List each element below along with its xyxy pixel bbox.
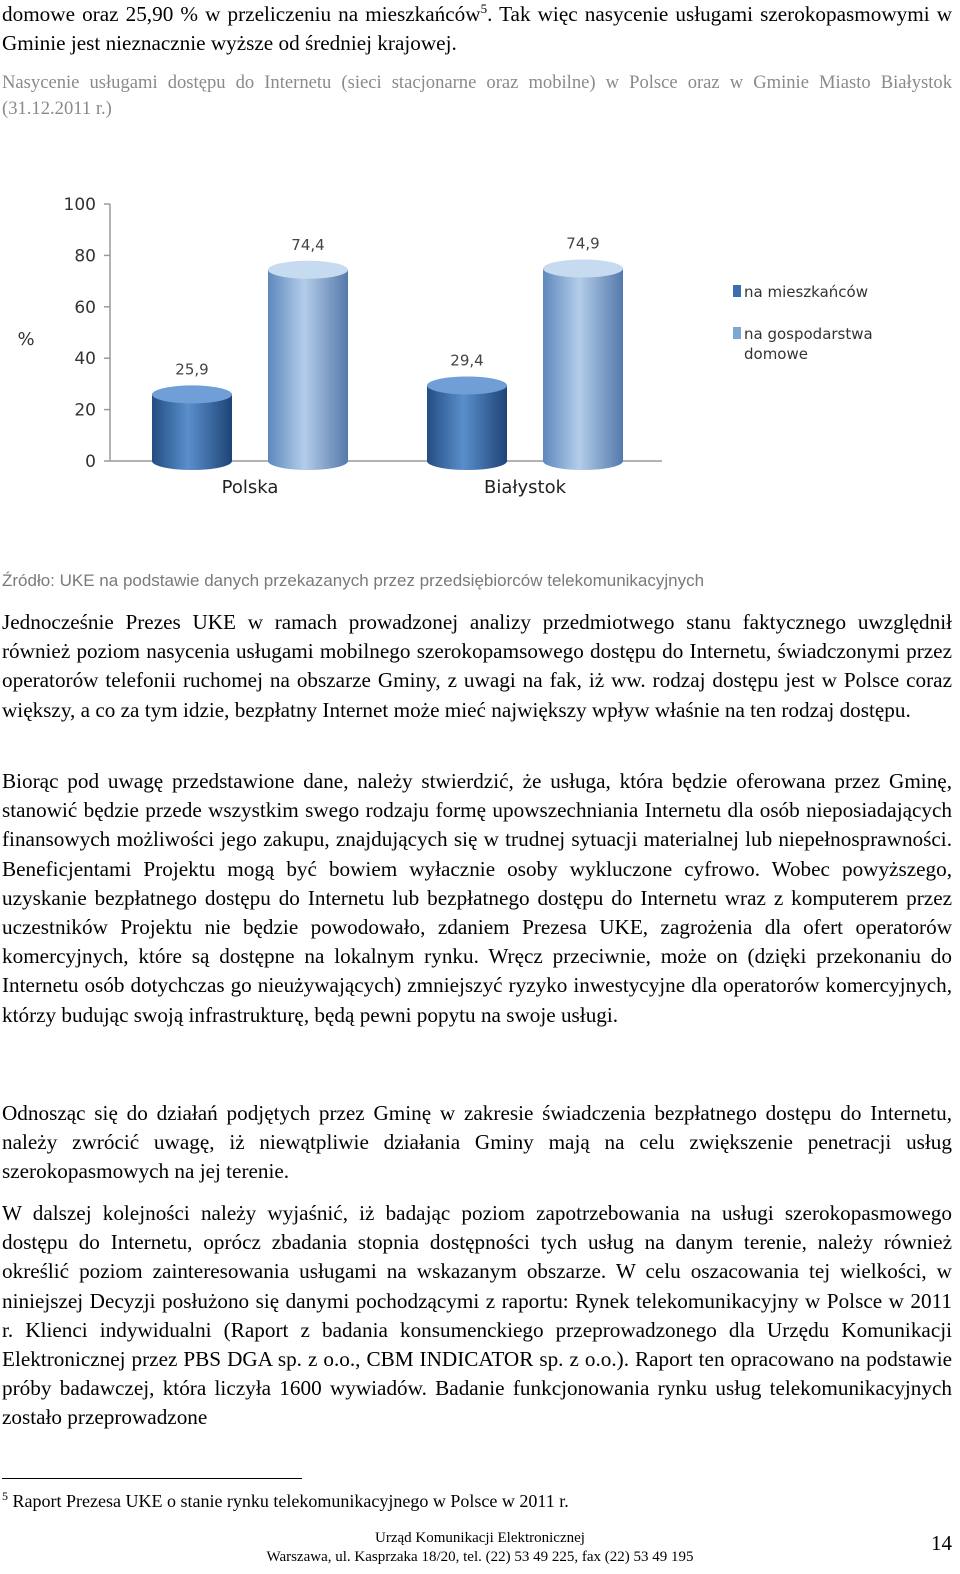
footnote-marker: 5 bbox=[2, 1489, 8, 1503]
category-label: Polska bbox=[221, 477, 279, 498]
legend-swatch bbox=[733, 285, 741, 297]
legend-label: domowe bbox=[744, 345, 808, 363]
bar-base bbox=[152, 452, 232, 470]
bar-białystok-gospodarstwa bbox=[543, 260, 623, 470]
data-label: 74,4 bbox=[291, 235, 325, 254]
bar-białystok-mieszkancow bbox=[427, 376, 507, 470]
footnote bbox=[2, 1491, 569, 1512]
data-label: 25,9 bbox=[175, 360, 209, 379]
footer-address: Warszawa, ul. Kasprzaka 18/20, tel. (22) 53 49 225, fax (22) 53 49 195 bbox=[266, 1549, 694, 1565]
y-tick-label: 20 bbox=[74, 400, 96, 421]
data-label: 29,4 bbox=[450, 351, 484, 370]
paragraph-4: Odnosząc się do działań podjętych przez Gminę w zakresie świadczenia bezpłatnego dostępu do Internetu, należy zwrócić uwagę, iż niewątpliwie działania Gminy mają na celu zwiększenie penetracji usług szerokopasmowych na jej terenie. bbox=[2, 1101, 952, 1184]
y-tick-label: 80 bbox=[74, 246, 96, 267]
bar-base bbox=[268, 452, 348, 470]
bar-body bbox=[427, 385, 507, 461]
figure-caption: Nasycenie usługami dostępu do Internetu (sieci stacjonarne oraz mobilne) w Polsce oraz w Gminie Miasto Białystok (31.12.2011 r.) bbox=[2, 72, 952, 119]
paragraph-5: W dalszej kolejności należy wyjaśnić, iż badając poziom zapotrzebowania na usługi szerokopasmowego dostępu do Internetu, oprócz zbadania stopnia dostępności tych usług na danym terenie, należy również określić poziom zainteresowania usługami na wskazanym obszarze. W celu oszacowania tej wielkości, w niniejszej Decyzji posłużono się danymi pochodzącymi z raportu: Rynek telekomunikacyjny w Polsce w 2011 r. Klienci indywidualni (Raport z badania konsumenckiego przeprowadzonego dla Urzędu Komunikacji Elektronicznej przez PBS DGA sp. z o.o., CBM INDICATOR sp. z o.o.). Raport ten opracowano na podstawie próby badawczej, która liczyła 1600 wywiadów. Badanie funkcjonowania rynku usług telekomunikacyjnych zostało przeprowadzone bbox=[2, 1201, 952, 1430]
bar-polska-mieszkancow bbox=[152, 385, 232, 470]
category-label: Białystok bbox=[483, 477, 567, 498]
y-tick-label: 0 bbox=[85, 452, 96, 472]
bar-polska-gospodarstwa bbox=[268, 261, 348, 470]
legend-label: na gospodarstwa bbox=[744, 325, 873, 343]
bar-body bbox=[543, 269, 623, 461]
y-tick-label: 100 bbox=[63, 195, 96, 215]
bar-body bbox=[152, 394, 232, 461]
paragraph-2: Jednocześnie Prezes UKE w ramach prowadzonej analizy przedmiotwego stanu faktycznego uwzględnił również poziom nasycenia usługami mobilnego szerokopamsowego dostępu do Internetu, świadczonymi przez operatorów telefonii ruchomej na obszarze Gminy, z uwagi na fak, iż ww. rodzaj dostępu jest w Polsce coraz większy, a co za tym idzie, bezpłatny Internet może mieć największy wpływ właśnie na ten rodzaj dostępu. bbox=[2, 610, 952, 722]
intro-text: domowe oraz 25,90 % w przeliczeniu na mieszkańców bbox=[2, 2, 481, 26]
legend-swatch bbox=[733, 327, 741, 339]
intro-text-continued: . Tak więc nasycenie usługami szerokopasmowymi w Gminie jest nieznacznie wyższe od średniej krajowej. bbox=[2, 2, 952, 56]
source-note: Źródło: UKE na podstawie danych przekazanych przez przedsiębiorców telekomunikacyjnych bbox=[2, 571, 705, 590]
bar-top bbox=[268, 261, 348, 279]
footnote-text: Raport Prezesa UKE o stanie rynku telekomunikacyjnego w Polsce w 2011 r. bbox=[12, 1491, 569, 1511]
bar-top bbox=[543, 260, 623, 278]
y-axis-label: % bbox=[17, 329, 35, 350]
intro-paragraph bbox=[2, 0, 952, 58]
bar-body bbox=[268, 270, 348, 461]
footnote-divider bbox=[2, 1478, 302, 1479]
bar-base bbox=[427, 452, 507, 470]
footnote-reference[interactable]: 5 bbox=[480, 0, 488, 16]
paragraph-3: Biorąc pod uwagę przedstawione dane, należy stwierdzić, że usługa, która będzie oferowana przez Gminę, stanowić będzie przede wszystkim swego rodzaju formę upowszechniania Internetu dla osób nieposiadających finansowych możliwości jego zakupu, znajdujących się w trudnej sytuacji materialnej lub niepełnosprawności. Beneficjentami Projektu mogą być bowiem wyłacznie osoby wykluczone cyfrowo. Wobec powyższego, uzyskanie bezpłatnego dostępu do Internetu lub bezpłatnego dostępu do Internetu wraz z komputerem przez uczestników Projektu nie będzie powodowało, zdaniem Prezesa UKE, zagrożenia dla ofert operatorów komercyjnych, które są dostępne na lokalnym rynku. Wręcz przeciwnie, może on (dzięki przekonaniu do Internetu osób dotychczas go nieużywających) zmniejszyć ryzyko inwestycyjne dla operatorów komercyjnych, którzy budując swoją infrastrukturę, będą pewni popytu na swoje usługi. bbox=[2, 769, 952, 1027]
y-tick-label: 60 bbox=[74, 297, 96, 318]
footer-institution: Urząd Komunikacji Elektronicznej bbox=[375, 1530, 585, 1546]
data-label: 74,9 bbox=[566, 234, 600, 253]
page-number: 14 bbox=[931, 1531, 952, 1555]
bar-base bbox=[543, 452, 623, 470]
y-tick-label: 40 bbox=[74, 349, 96, 370]
bar-top bbox=[427, 376, 507, 394]
bar-top bbox=[152, 385, 232, 403]
bar-chart bbox=[0, 185, 900, 515]
legend-label: na mieszkańców bbox=[744, 283, 868, 301]
